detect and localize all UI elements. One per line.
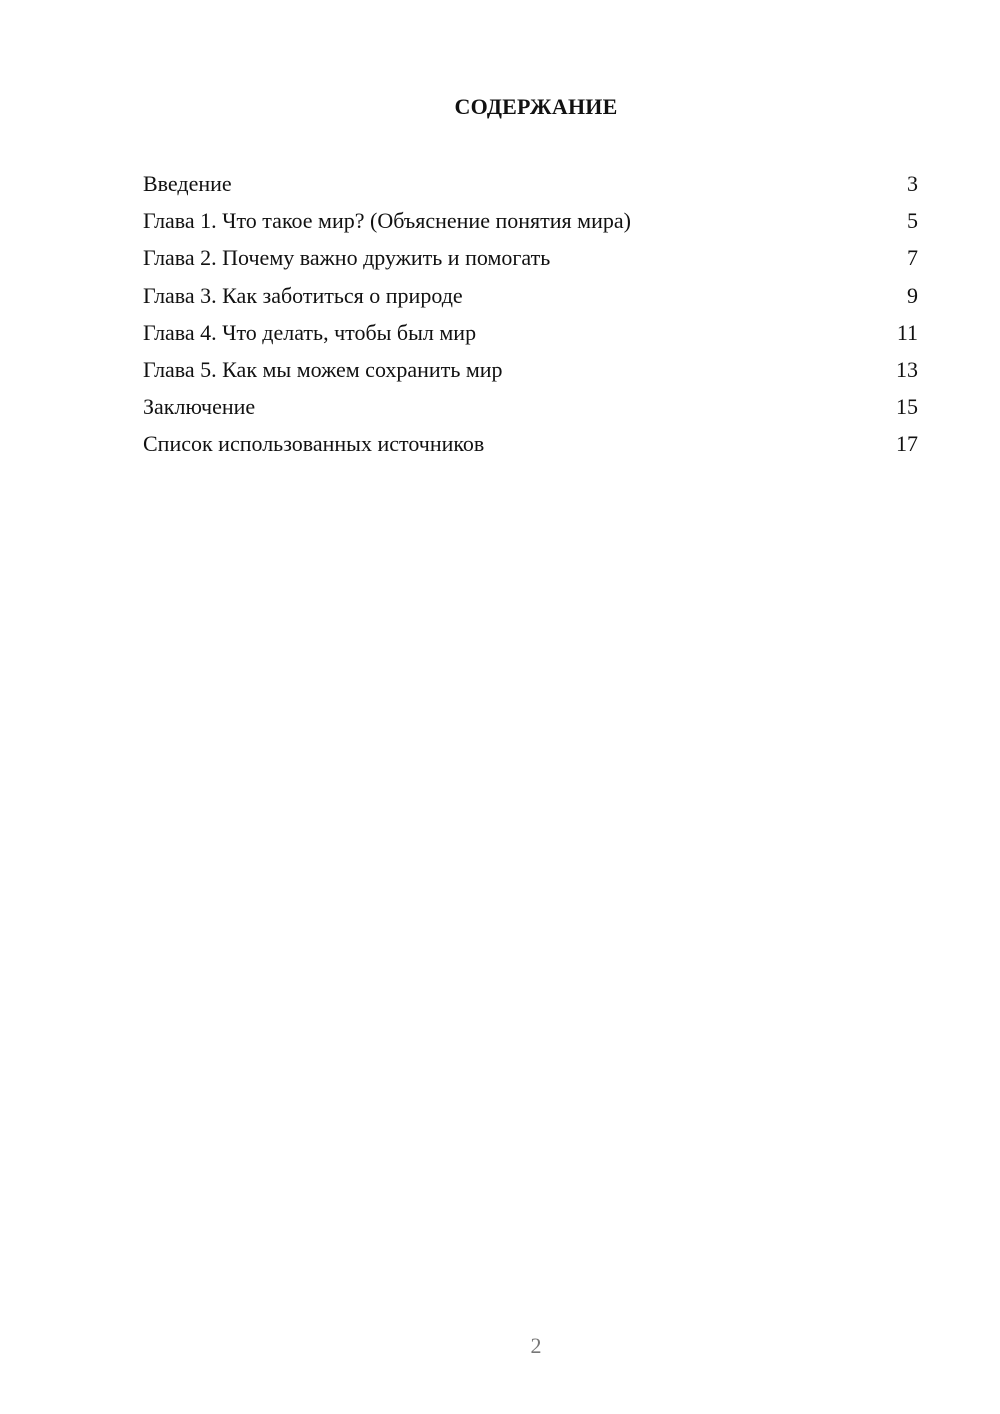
toc-entry-label: Глава 2. Почему важно дружить и помогать bbox=[143, 245, 551, 271]
toc-entry-page: 11 bbox=[896, 319, 918, 345]
page-number: 2 bbox=[530, 1333, 542, 1358]
toc-entry-page: 9 bbox=[907, 282, 918, 308]
toc-entry-label: Глава 4. Что делать, чтобы был мир bbox=[143, 319, 477, 345]
toc-entry-label: Глава 3. Как заботиться о природе bbox=[143, 282, 463, 308]
toc-entry-label: Введение bbox=[143, 171, 232, 196]
toc-entry-label: Глава 1. Что такое мир? (Объяснение понятия мира) bbox=[143, 208, 631, 234]
toc-entry-page: 17 bbox=[896, 431, 918, 457]
toc-entry-label: Список использованных источников bbox=[143, 431, 485, 457]
toc-entry-introduction bbox=[143, 169, 918, 206]
toc-entry-page: 7 bbox=[907, 245, 918, 271]
toc-entry-page: 15 bbox=[896, 394, 918, 420]
toc-entry-page: 3 bbox=[907, 171, 918, 196]
toc-entry-chapter-5 bbox=[143, 355, 918, 392]
toc-entry-chapter-2 bbox=[143, 243, 918, 280]
toc-entry-page: 13 bbox=[896, 356, 918, 382]
toc-entry-references bbox=[143, 429, 918, 466]
table-of-contents bbox=[143, 169, 918, 467]
toc-entry-chapter-3 bbox=[143, 281, 918, 318]
toc-entry-label: Глава 5. Как мы можем сохранить мир bbox=[143, 356, 503, 382]
toc-entry-chapter-4 bbox=[143, 318, 918, 355]
toc-entry-chapter-1 bbox=[143, 206, 918, 243]
toc-entry-conclusion bbox=[143, 392, 918, 429]
toc-title: СОДЕРЖАНИЕ bbox=[454, 94, 618, 119]
toc-entry-label: Заключение bbox=[143, 394, 256, 420]
toc-entry-page: 5 bbox=[907, 208, 918, 234]
